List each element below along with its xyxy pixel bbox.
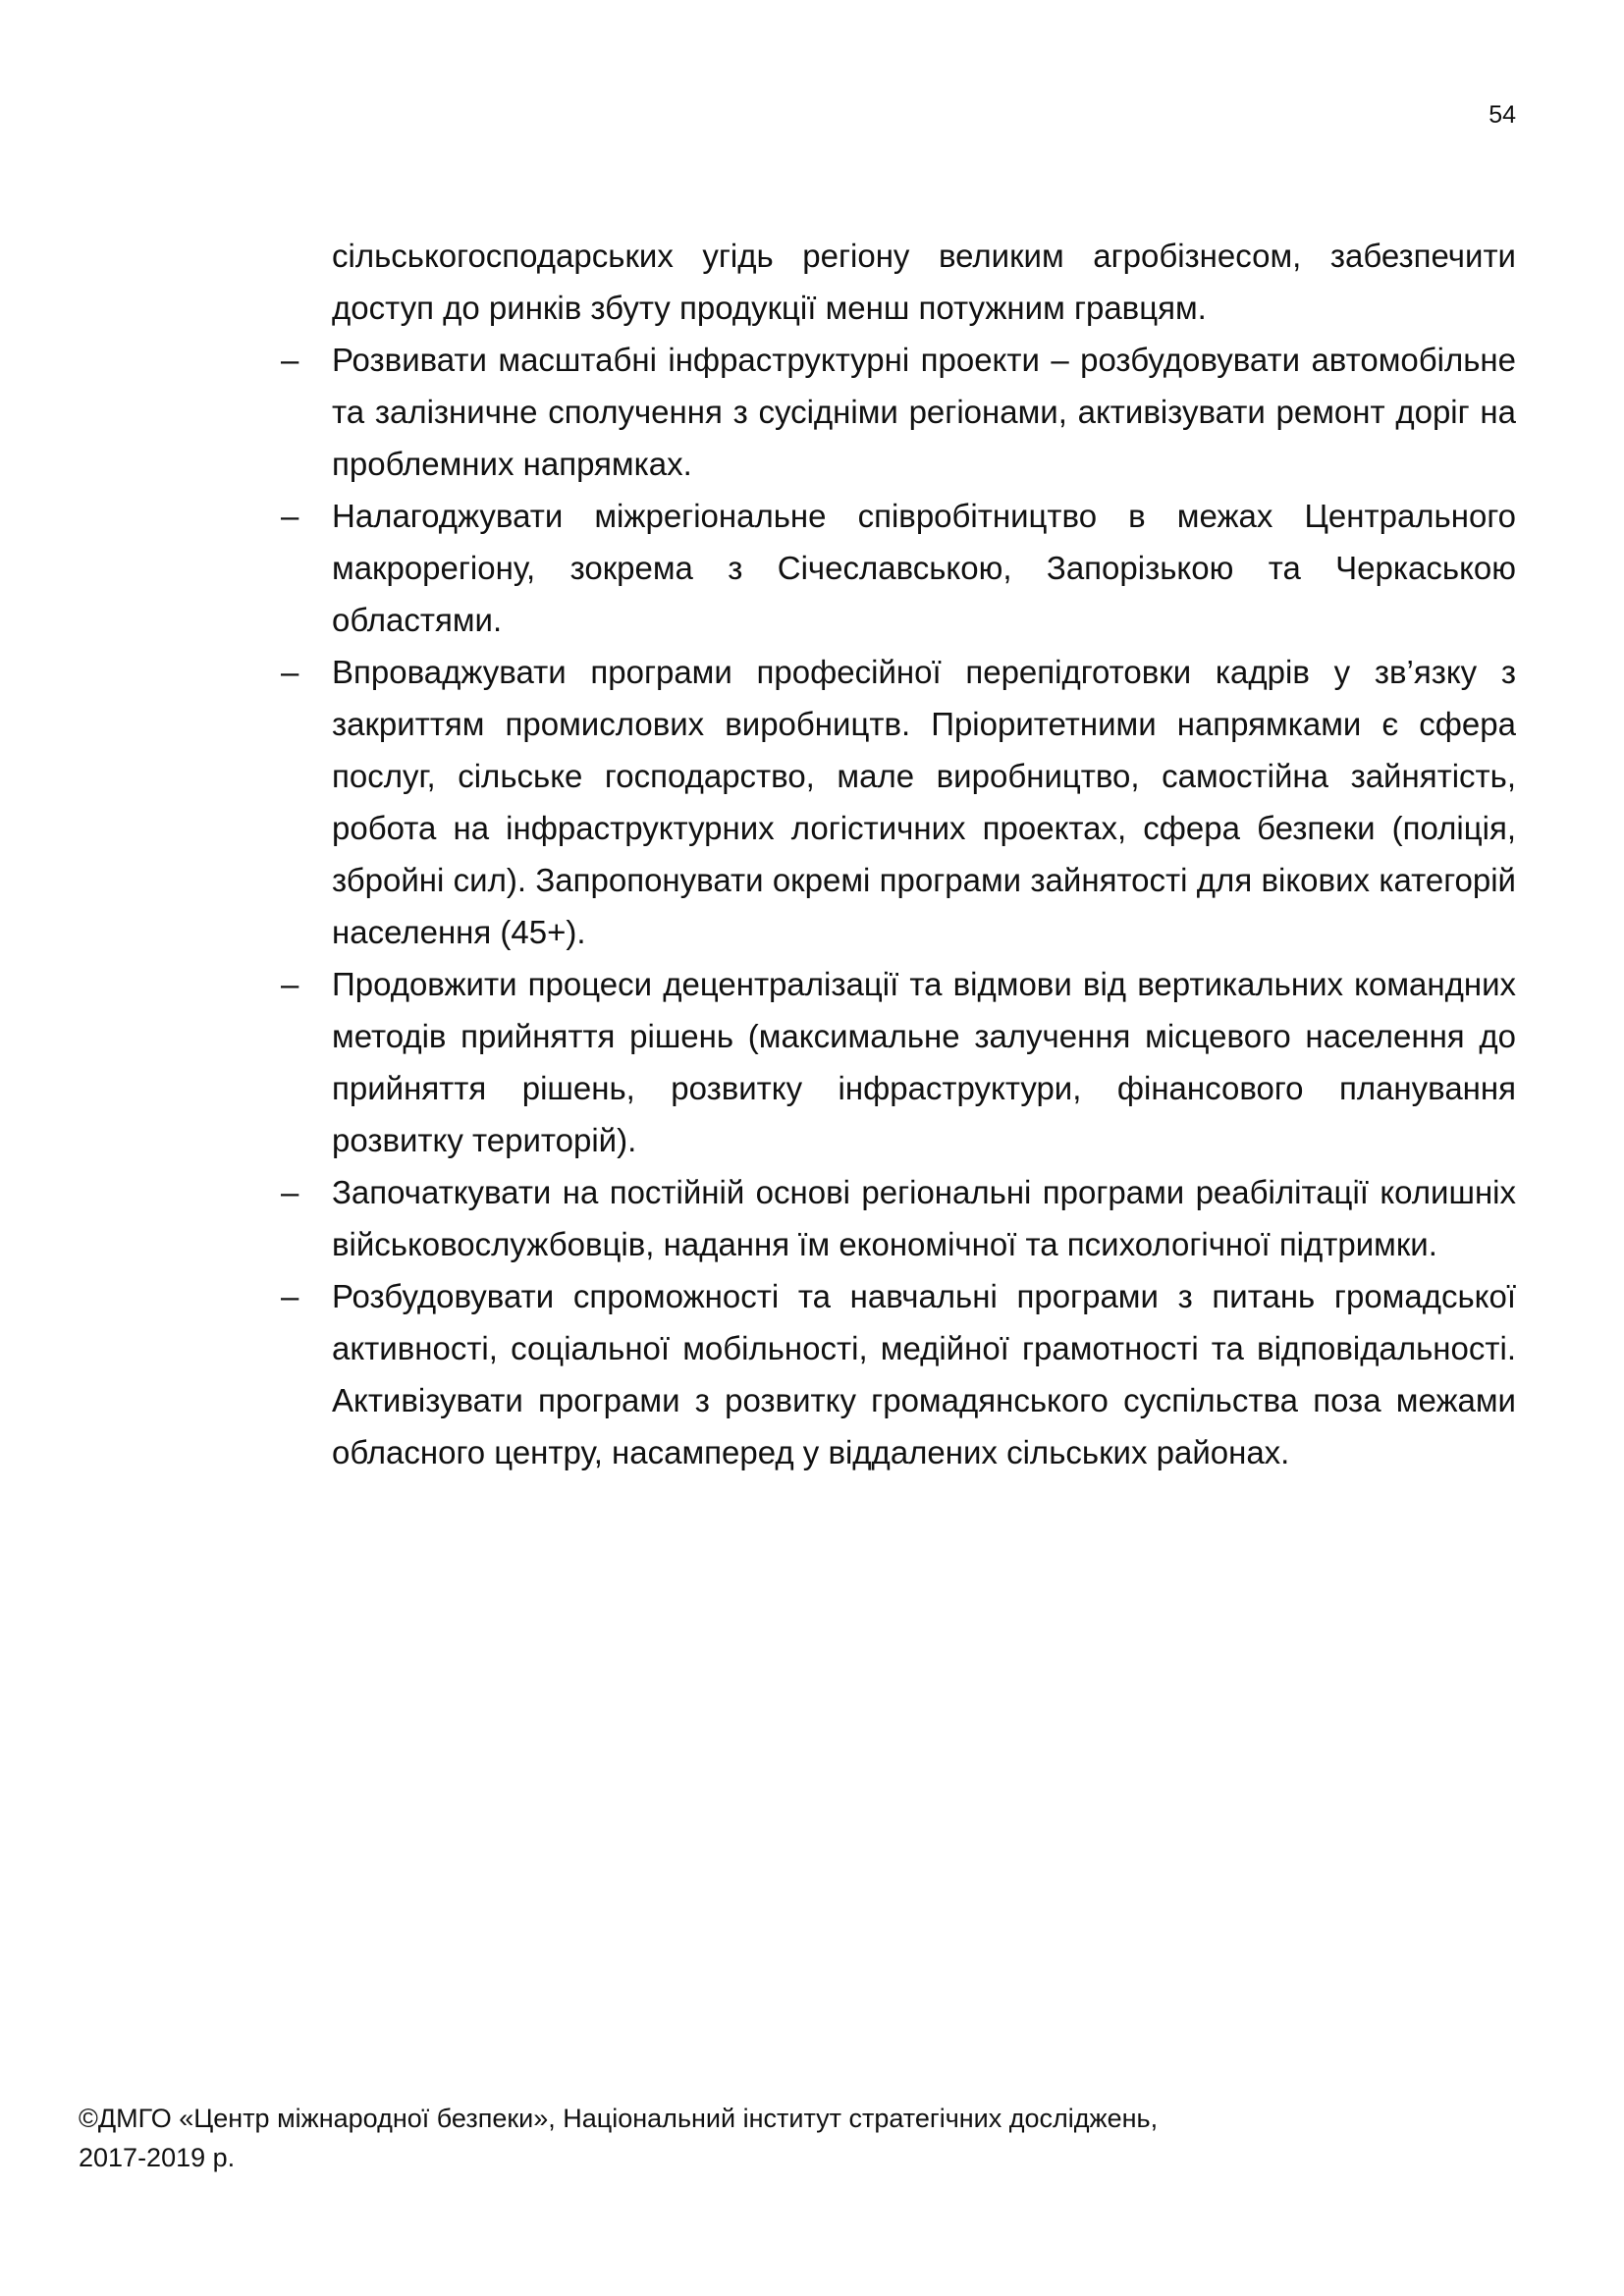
list-item (281, 490, 1516, 646)
list-item-text: Налагоджувати міжрегіональне співробітництво в межах Центрального макрорегіону, зокрема з Січеславською, Запорізькою та Черкаською областями. (332, 498, 1516, 638)
list-item-text: Розбудовувати спроможності та навчальні програми з питань громадської активності, соціальної мобільності, медійної грамотності та відповідальності. Активізувати програми з розвитку громадянського суспільства поза межами обласного центру, насамперед у віддалених сільських районах. (332, 1278, 1516, 1470)
list-item-text: Впроваджувати програми професійної перепідготовки кадрів у зв’язку з закриттям промислових виробництв. Пріоритетними напрямками є сфера послуг, сільське господарство, мале виробництво, самостійна зайнятість, робота на інфраструктурних логістичних проектах, сфера безпеки (поліція, збройні сил). Запропонувати окремі програми зайнятості для вікових категорій населення (45+). (332, 654, 1516, 950)
list-item-text: Розвивати масштабні інфраструктурні проекти – розбудовувати автомобільне та залізничне сполучення з сусідніми регіонами, активізувати ремонт доріг на проблемних напрямках. (332, 342, 1516, 482)
dash-bullet-icon: – (281, 1278, 299, 1314)
list-item (281, 646, 1516, 958)
list-item (281, 334, 1516, 490)
page-footer (79, 2099, 1453, 2177)
footer-years-line: 2017-2019 р. (79, 2143, 236, 2172)
footer-copyright-line: ©ДМГО «Центр міжнародної безпеки», Національний інститут стратегічних досліджень, (79, 2104, 1159, 2133)
list-item (281, 1270, 1516, 1478)
list-item-text: Започаткувати на постійній основі регіональні програми реабілітації колишніх військовослужбовців, надання їм економічної та психологічної підтримки. (332, 1174, 1516, 1262)
page-number: 54 (1489, 101, 1516, 129)
document-body (281, 230, 1516, 1478)
dash-bullet-icon: – (281, 498, 299, 534)
recommendations-list (281, 334, 1516, 1478)
dash-bullet-icon: – (281, 1174, 299, 1210)
list-item (281, 1166, 1516, 1270)
list-item (281, 958, 1516, 1166)
list-item-text: Продовжити процеси децентралізації та відмови від вертикальних командних методів прийняття рішень (максимальне залучення місцевого населення до прийняття рішень, розвитку інфраструктури, фінансового планування розвитку територій). (332, 966, 1516, 1158)
dash-bullet-icon: – (281, 654, 299, 690)
continuation-paragraph: сільськогосподарських угідь регіону великим агробізнесом, забезпечити доступ до ринків збуту продукції менш потужним гравцям. (332, 238, 1516, 326)
dash-bullet-icon: – (281, 342, 299, 378)
dash-bullet-icon: – (281, 966, 299, 1002)
